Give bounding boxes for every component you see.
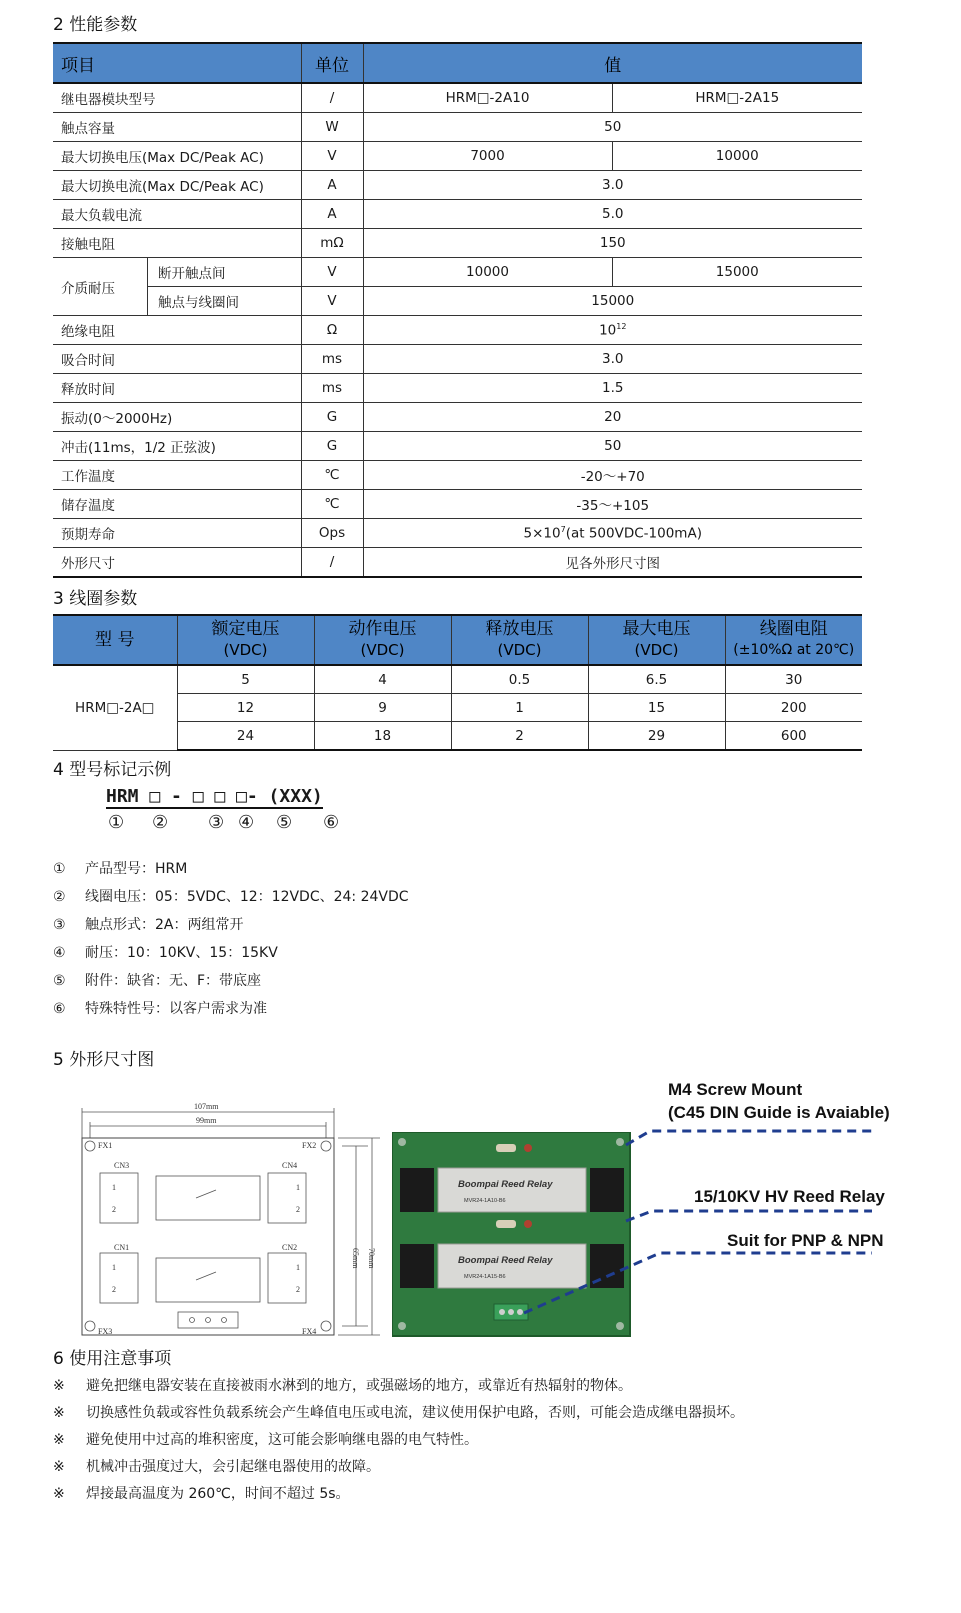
value-cell: 3.0 [363,345,862,374]
header-unit: 单位 [301,43,363,83]
connector-label: CN4 [282,1161,298,1170]
dim-label-h1: 65mm [351,1248,360,1269]
item-cell: 最大切换电压(Max DC/Peak AC) [53,142,301,171]
item-cell: 预期寿命 [53,519,301,548]
pin-label: 1 [296,1183,300,1192]
table-row [53,171,862,200]
unit-cell: / [301,548,363,578]
caution-item [53,1375,632,1395]
section-title-cautions: 6 使用注意事项 [53,1349,172,1369]
value-cell: 见各外形尺寸图 [363,548,862,578]
unit-cell: mΩ [301,229,363,258]
code-marker: ⑥ [323,812,340,833]
value-cell: 50 [363,113,862,142]
table-row [53,432,862,461]
model-code [106,786,323,807]
coil-header-line1: 型 号 [95,629,135,650]
relay-outline [156,1258,260,1302]
value-cell: 5 [177,665,314,694]
coil-table [53,614,862,751]
item-cell: 振动(0～2000Hz) [53,403,301,432]
mount-hole-icon [85,1141,95,1151]
item-cell: 冲击(11ms，1/2 正弦波) [53,432,301,461]
value-cell: 18 [314,722,451,751]
item-cell: 释放时间 [53,374,301,403]
value-cell: 0.5 [451,665,588,694]
item-cell: 外形尺寸 [53,548,301,578]
value-cell: 10000 [612,142,862,171]
code-marker: ③ [208,812,225,833]
table-row [53,113,862,142]
table-row [53,229,862,258]
value-cell: 3.0 [363,171,862,200]
pin-label: 2 [296,1205,300,1214]
value-cell: 9 [314,694,451,722]
table-row [53,142,862,171]
code-marker: ② [152,812,169,833]
pin-label: 1 [112,1183,116,1192]
relay-brand-label: Boompai Reed Relay [458,1255,553,1266]
model-code-text: HRM □ - □ □ □- (XXX) [106,786,323,807]
connector-block-icon [268,1253,306,1303]
unit-cell: V [301,258,363,287]
coil-header [53,615,177,665]
unit-cell: / [301,83,363,113]
note-text: 线圈电压：05：5VDC、12：12VDC、24: 24VDC [85,889,409,905]
callout-lines [520,1125,880,1325]
unit-cell: ms [301,345,363,374]
value-base: 10 [599,322,617,339]
caution-text: 避免使用中过高的堆积密度，这可能会影响继电器的电气特性。 [86,1432,478,1448]
hole-label: FX4 [302,1327,317,1336]
caution-marker: ※ [53,1405,65,1421]
item-label: 介质耐压 [53,258,148,315]
item-cell: 工作温度 [53,461,301,490]
item-cell: 最大负载电流 [53,200,301,229]
resistor-icon [496,1144,516,1152]
unit-cell: G [301,403,363,432]
value-cell: -35～+105 [363,490,862,519]
value-cell: 150 [363,229,862,258]
caution-marker: ※ [53,1432,65,1448]
value-prefix: 5×10 [523,525,561,542]
caution-item [53,1456,380,1476]
note-marker: ① [53,861,66,877]
mount-hole-icon [321,1141,331,1151]
terminal-outline [178,1312,238,1328]
table-row [53,665,862,694]
value-cell: 1 [451,694,588,722]
coil-header-line1: 线圈电阻 [759,619,828,639]
item-cell: 接触电阻 [53,229,301,258]
dim-label-outer: 107mm [194,1102,219,1111]
table-row [53,316,862,345]
value-cell: 15000 [612,258,862,287]
value-cell: 15000 [363,287,862,316]
value-cell: 6.5 [588,665,725,694]
coil-header [451,615,588,665]
caution-marker: ※ [53,1486,65,1502]
caution-text: 机械冲击强度过大，会引起继电器使用的故障。 [86,1459,380,1475]
value-cell: 2 [451,722,588,751]
pin-label: 2 [296,1285,300,1294]
dim-label-inner: 99mm [196,1116,217,1125]
value-cell: 29 [588,722,725,751]
coil-header-line2: (VDC) [634,641,679,659]
unit-cell: A [301,171,363,200]
unit-cell: W [301,113,363,142]
hole-label: FX1 [98,1141,113,1150]
coil-header-line2: (±10%Ω at 20℃) [733,642,855,658]
model-cell: HRM□-2A□ [53,665,177,750]
section-title-dimensions: 5 外形尺寸图 [53,1050,155,1070]
table-row [53,461,862,490]
value-cell: 1.5 [363,374,862,403]
section-title-coil: 3 线圈参数 [53,589,138,609]
caution-marker: ※ [53,1378,65,1394]
performance-table [53,42,862,578]
section-title-performance: 2 性能参数 [53,15,138,35]
table-row [53,403,862,432]
connector-block-icon [268,1173,306,1223]
relay-outline [156,1176,260,1220]
pin-label: 2 [112,1205,116,1214]
value-suffix: (at 500VDC-100mA) [565,525,702,542]
value-cell: 50 [363,432,862,461]
item-cell: 储存温度 [53,490,301,519]
caution-text: 避免把继电器安装在直接被雨水淋到的地方，或强磁场的地方，或靠近有热辐射的物体。 [86,1378,632,1394]
unit-cell: A [301,200,363,229]
connector-label: CN1 [114,1243,130,1252]
coil-header-line2: (VDC) [497,641,542,659]
value-cell: HRM□-2A10 [363,83,612,113]
coil-header-line1: 释放电压 [485,619,554,639]
value-cell [363,316,862,345]
table-row [53,83,862,113]
value-cell: 10000 [363,258,612,287]
item-cell: 触点容量 [53,113,301,142]
coil-header-line1: 最大电压 [622,619,691,639]
value-cell: 15 [588,694,725,722]
table-row [53,345,862,374]
value-cell: 600 [725,722,862,751]
annotation-mount: M4 Screw Mount [668,1080,803,1099]
code-note [53,914,243,934]
coil-header [725,615,862,665]
caution-text: 焊接最高温度为 260℃，时间不超过 5s。 [86,1486,350,1502]
dim-label-h2: 70mm [367,1248,376,1269]
connector-label: CN3 [114,1161,130,1170]
note-marker: ③ [53,917,66,933]
coil-header [177,615,314,665]
caution-marker: ※ [53,1459,65,1475]
note-text: 触点形式：2A：两组常开 [85,917,244,933]
table-row [53,374,862,403]
coil-header-line1: 额定电压 [211,619,280,639]
unit-cell: ℃ [301,461,363,490]
item-cell: 继电器模块型号 [53,83,301,113]
relay-model-label: MVR24-1A15-B6 [464,1274,506,1280]
table-row [53,548,862,578]
section-title-model-code: 4 型号标记示例 [53,760,172,780]
value-cell: -20～+70 [363,461,862,490]
annotation-relay: 15/10KV HV Reed Relay [694,1187,885,1206]
code-marker: ④ [238,812,255,833]
note-text: 耐压：10：10KV、15：15KV [85,945,278,961]
dimension-drawing [70,1098,390,1343]
mount-hole-icon [398,1322,406,1330]
pin-label: 1 [112,1263,116,1272]
value-cell: 7000 [363,142,612,171]
value-cell: 4 [314,665,451,694]
mount-hole-icon [321,1321,331,1331]
code-note [53,886,409,906]
unit-cell: Ops [301,519,363,548]
pin-label: 1 [296,1263,300,1272]
relay-brand-label: Boompai Reed Relay [458,1179,553,1190]
table-row [53,200,862,229]
coil-header [588,615,725,665]
value-cell: 30 [725,665,862,694]
code-note [53,942,278,962]
code-marker: ① [108,812,125,833]
item-cell: 绝缘电阻 [53,316,301,345]
note-marker: ⑥ [53,1001,66,1017]
note-marker: ⑤ [53,973,66,989]
hole-label: FX2 [302,1141,317,1150]
code-marker: ⑤ [276,812,293,833]
code-note [53,970,261,990]
sub-item-label: 断开触点间 [148,258,301,287]
value-cell: 20 [363,403,862,432]
note-text: 特殊特性号：以客户需求为准 [85,1001,267,1017]
unit-cell: V [301,142,363,171]
header-item: 项目 [53,43,301,83]
item-cell: 吸合时间 [53,345,301,374]
mount-hole-icon [85,1321,95,1331]
value-cell [363,519,862,548]
coil-header [314,615,451,665]
header-value: 值 [363,43,862,83]
connector-label: CN2 [282,1243,298,1252]
code-note [53,858,187,878]
note-marker: ② [53,889,66,905]
annotation-din-guide: (C45 DIN Guide is Avaiable) [668,1103,890,1122]
table-row [53,258,862,287]
terminal-block-icon [400,1244,434,1288]
unit-cell: ℃ [301,490,363,519]
relay-model-label: MVR24-1A10-B6 [464,1198,506,1204]
item-cell: 最大切换电流(Max DC/Peak AC) [53,171,301,200]
caution-item [53,1429,478,1449]
caution-text: 切换感性负载或容性负载系统会产生峰值电压或电流，建议使用保护电路，否则，可能会造成继电器损坏。 [86,1405,744,1421]
connector-block-icon [100,1173,138,1223]
note-text: 产品型号：HRM [85,861,188,877]
value-cell: 24 [177,722,314,751]
resistor-icon [496,1220,516,1228]
value-cell: HRM□-2A15 [612,83,862,113]
note-marker: ④ [53,945,66,961]
caution-item [53,1402,744,1422]
coil-header-line2: (VDC) [223,641,268,659]
value-cell: 200 [725,694,862,722]
mount-hole-icon [398,1138,406,1146]
value-cell: 12 [177,694,314,722]
value-cell: 5.0 [363,200,862,229]
value-exponent: 7 [560,524,566,534]
table-row [53,490,862,519]
terminal-block-icon [400,1168,434,1212]
coil-header-line2: (VDC) [360,641,405,659]
pin-label: 2 [112,1285,116,1294]
hole-label: FX3 [98,1327,113,1336]
annotation-pnp-npn: Suit for PNP & NPN [727,1231,884,1250]
unit-cell: ms [301,374,363,403]
unit-cell: G [301,432,363,461]
unit-cell: V [301,287,363,316]
code-note [53,998,267,1018]
connector-block-icon [100,1253,138,1303]
table-row [53,519,862,548]
value-exponent: 12 [616,321,627,331]
dielectric-cell [53,258,301,316]
coil-header-line1: 动作电压 [348,619,417,639]
note-text: 附件：缺省：无、F：带底座 [85,973,262,989]
caution-item [53,1483,350,1503]
sub-item-label: 触点与线圈间 [158,295,239,311]
unit-cell: Ω [301,316,363,345]
